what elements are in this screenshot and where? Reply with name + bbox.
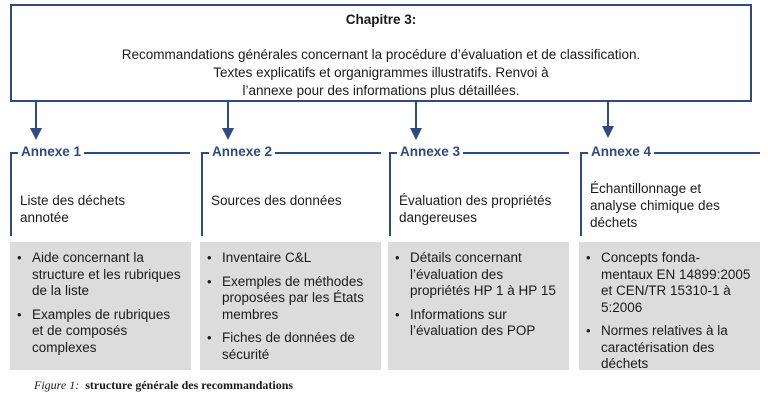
figure-caption-text: structure générale des recommandations (85, 378, 294, 392)
list-item: • Inventaire C&L (204, 250, 375, 267)
annex-4-details (579, 242, 760, 370)
list-item: • Concepts fonda- mentaux EN 14899:2005 et CEN/TR 15310-1 à 5:2006 (583, 250, 754, 316)
list-item: • Exemples de méthodes proposées par les États membres (204, 274, 375, 324)
annex-3-details (388, 242, 569, 370)
chapter-line-1: Recommandations générales concernant la procédure d’évaluation et de classification. (121, 47, 641, 62)
figure-number: Figure 1: (34, 378, 80, 392)
arrow-head-annex-2 (222, 128, 234, 140)
annex-3-title-line: Évaluation des propriétés (399, 193, 552, 208)
annex-1-label: Annexe 1 (18, 143, 84, 161)
annex-2-title (211, 192, 377, 209)
annex-2-label: Annexe 2 (209, 143, 275, 161)
annex-1-title-line: Liste des déchets (20, 193, 126, 208)
chapter-title: Chapitre 3: (345, 12, 417, 27)
annex-3-title-line: dangereuses (399, 210, 478, 225)
list-item: • Aide concernant la structure et les rubriques de la liste (14, 250, 185, 300)
arrow-head-annex-1 (30, 128, 42, 140)
annex-1-box (10, 144, 190, 236)
figure-caption (34, 378, 293, 393)
annex-4-title-line: analyse chimique des (590, 198, 720, 213)
annex-1-details (10, 242, 191, 370)
list-item: • Informations sur l’évaluation des POP (392, 307, 563, 340)
arrow-head-annex-4 (602, 126, 614, 138)
annex-4-title-line: Échantillonnage et (590, 181, 702, 196)
annex-1-title-line: annotée (20, 210, 69, 225)
annex-1-title (20, 192, 186, 226)
arrow-head-annex-3 (410, 128, 422, 140)
list-item: • Fiches de données de sécurité (204, 330, 375, 363)
annex-2-title-line: Sources des données (211, 193, 342, 208)
list-item: • Normes relatives à la caractérisation des déchets (583, 323, 754, 373)
annex-4-label: Annexe 4 (588, 143, 654, 161)
annex-4-title-line: déchets (590, 215, 638, 230)
annex-2-details (200, 242, 381, 370)
annex-4-box (580, 144, 760, 236)
chapter-line-2: Textes explicatifs et organigrammes illustratifs. Renvoi à (213, 65, 549, 80)
chapter-line-3: l’annexe pour des informations plus détaillées. (242, 83, 520, 98)
annex-2-box (201, 144, 381, 236)
list-item: • Examples de rubriques et de composés complexes (14, 307, 185, 357)
annex-3-label: Annexe 3 (397, 143, 463, 161)
annex-4-title (590, 180, 756, 231)
list-item: • Détails concernant l’évaluation des propriétés HP 1 à HP 15 (392, 250, 563, 300)
annex-3-title (399, 192, 565, 226)
annex-3-box (389, 144, 569, 236)
